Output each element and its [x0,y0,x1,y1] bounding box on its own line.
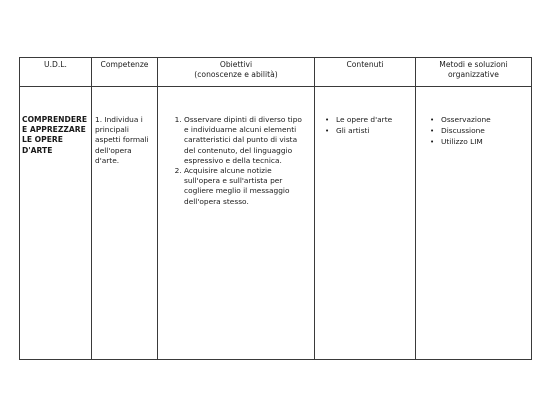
obiettivo-line: 1. Osservare dipinti di diverso tipo [184,115,302,124]
competenza-line: principali [95,125,129,135]
metodi-list [416,115,531,148]
obiettivi-list [158,115,314,207]
competenza-line: d'arte. [95,155,120,165]
competenza-number: 1. [95,115,103,124]
obiettivo-line: 2. Acquisire alcune notizie [184,166,272,176]
header-contenuti-label: Contenuti [346,60,384,69]
header-udl-label: U.D.L. [44,60,67,69]
cell-metodi [416,87,532,360]
bullet-dot-icon: • [325,127,330,136]
obiettivo-line: dell'opera stesso. [184,196,249,206]
metodo-item [430,126,529,136]
header-row [20,58,532,87]
bullet-dot-icon: • [325,116,330,124]
contenuto-item [325,115,413,125]
competenza-line: aspetti formali [95,135,149,145]
bullet-dot-icon: • [430,138,435,147]
header-obiettivi-label: Obiettivi [219,60,253,69]
header-competenze [92,58,158,87]
metodo-item [430,115,529,125]
competenza-line: Individua i [104,115,143,124]
header-udl [20,58,92,87]
obiettivo-line: sull'opera e sull'artista per [184,176,283,186]
cell-competenze [92,87,158,360]
cell-udl [20,87,92,360]
contenuto-label: Gli artisti [336,126,370,136]
cell-obiettivi [158,87,315,360]
udl-line: E APPREZZARE [22,125,86,135]
udl-table [19,57,532,360]
contenuti-list [315,115,415,136]
header-contenuti [315,58,416,87]
obiettivo-item [184,166,310,207]
metodo-item [430,137,529,147]
obiettivo-line: e individuarne alcuni elementi [184,125,297,135]
cell-contenuti [315,87,416,360]
obiettivo-line: del contenuto, del linguaggio [184,145,293,155]
obiettivo-item [184,115,310,166]
contenuto-item [325,126,413,136]
header-metodi-label: Metodi e soluzioni [439,60,508,69]
obiettivo-line: caratteristici dal punto di vista [184,135,298,145]
header-metodi [416,58,532,87]
obiettivo-line: espressivo e della tecnica. [184,155,282,165]
header-obiettivi-sub: (conoscenze e abilità) [194,70,278,79]
udl-line: D'ARTE [22,145,53,155]
bullet-dot-icon: • [430,116,435,124]
metodo-label: Osservazione [441,115,491,124]
bullet-dot-icon: • [430,127,435,136]
udl-line: LE OPERE [22,135,63,145]
udl-line: COMPRENDERE [22,115,88,124]
header-metodi-sub: organizzative [448,70,499,79]
header-competenze-label: Competenze [100,60,149,69]
metodo-label: Discussione [441,126,485,136]
header-obiettivi [158,58,315,87]
content-row [20,87,532,360]
competenza-line: dell'opera [95,145,132,155]
obiettivo-line: cogliere meglio il messaggio [184,186,290,196]
contenuto-label: Le opere d'arte [336,115,393,124]
metodo-label: Utilizzo LIM [441,137,483,147]
